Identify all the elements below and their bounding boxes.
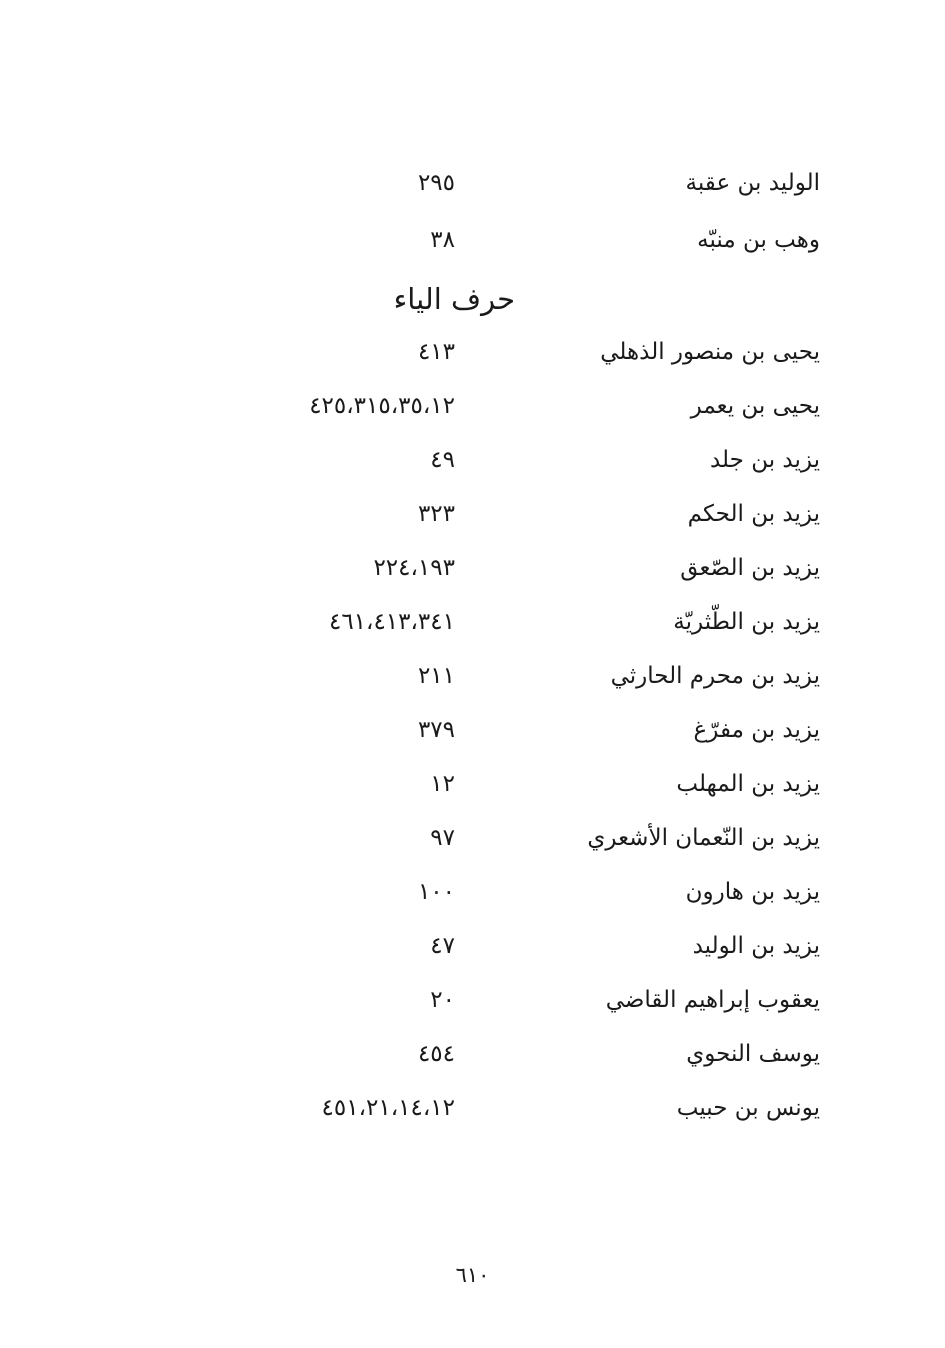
entry-name: يزيد بن الطّثريّة — [673, 609, 820, 635]
index-entry — [0, 1034, 945, 1074]
index-entry — [0, 220, 945, 260]
entry-name: الوليد بن عقبة — [685, 170, 820, 196]
section-heading: حرف الياء — [393, 282, 515, 316]
entry-pages: ٤٩ — [430, 447, 455, 473]
index-entry — [0, 818, 945, 858]
entry-name: وهب بن منبّه — [697, 227, 820, 253]
entry-pages: ٢١١ — [417, 663, 455, 689]
entry-name: يزيد بن الحكم — [687, 501, 820, 527]
entry-name: يونس بن حبيب — [676, 1095, 820, 1121]
entry-pages: ٢٢٤،١٩٣ — [373, 555, 455, 581]
index-entry — [0, 1088, 945, 1128]
entry-pages: ٩٧ — [430, 825, 455, 851]
entry-pages: ٣٢٣ — [417, 501, 455, 527]
entry-pages: ٤٦١،٤١٣،٣٤١ — [328, 609, 455, 635]
index-entry — [0, 332, 945, 372]
index-entry — [0, 980, 945, 1020]
entry-pages: ٤١٣ — [417, 339, 455, 365]
entry-name: يزيد بن النّعمان الأشعري — [587, 825, 820, 851]
page-number: ٦١٠ — [455, 1263, 490, 1287]
entry-pages: ٢٠ — [430, 987, 455, 1013]
entry-name: يزيد بن هارون — [685, 879, 820, 905]
entry-pages: ٤٧ — [430, 933, 455, 959]
entry-pages: ٢٩٥ — [417, 170, 455, 196]
index-entry — [0, 386, 945, 426]
index-entry — [0, 494, 945, 534]
index-entry — [0, 710, 945, 750]
entry-name: يزيد بن محرم الحارثي — [610, 663, 820, 689]
entry-pages: ٣٧٩ — [417, 717, 455, 743]
entry-name: يحيى بن يعمر — [690, 393, 820, 419]
entry-pages: ١٠٠ — [417, 879, 455, 905]
entry-pages: ٤٥٤ — [417, 1041, 455, 1067]
index-entry — [0, 548, 945, 588]
index-entry — [0, 602, 945, 642]
index-entry — [0, 163, 945, 203]
index-entry — [0, 872, 945, 912]
entry-pages: ١٢ — [430, 771, 455, 797]
entry-name: يزيد بن الوليد — [692, 933, 820, 959]
entry-name: يزيد بن مفرّغ — [693, 717, 820, 743]
index-entry — [0, 764, 945, 804]
entry-name: يزيد بن جلد — [709, 447, 820, 473]
entry-pages: ٤٢٥،٣١٥،٣٥،١٢ — [309, 393, 455, 419]
index-entry — [0, 926, 945, 966]
index-entry — [0, 440, 945, 480]
index-entry — [0, 656, 945, 696]
entry-pages: ٣٨ — [430, 227, 455, 253]
entry-name: يزيد بن الصّعق — [680, 555, 820, 581]
entry-name: يعقوب إبراهيم القاضي — [605, 987, 820, 1013]
entry-name: يوسف النحوي — [686, 1041, 820, 1067]
entry-pages: ٤٥١،٢١،١٤،١٢ — [321, 1095, 455, 1121]
entry-name: يحيى بن منصور الذهلي — [600, 339, 820, 365]
entry-name: يزيد بن المهلب — [676, 771, 820, 797]
